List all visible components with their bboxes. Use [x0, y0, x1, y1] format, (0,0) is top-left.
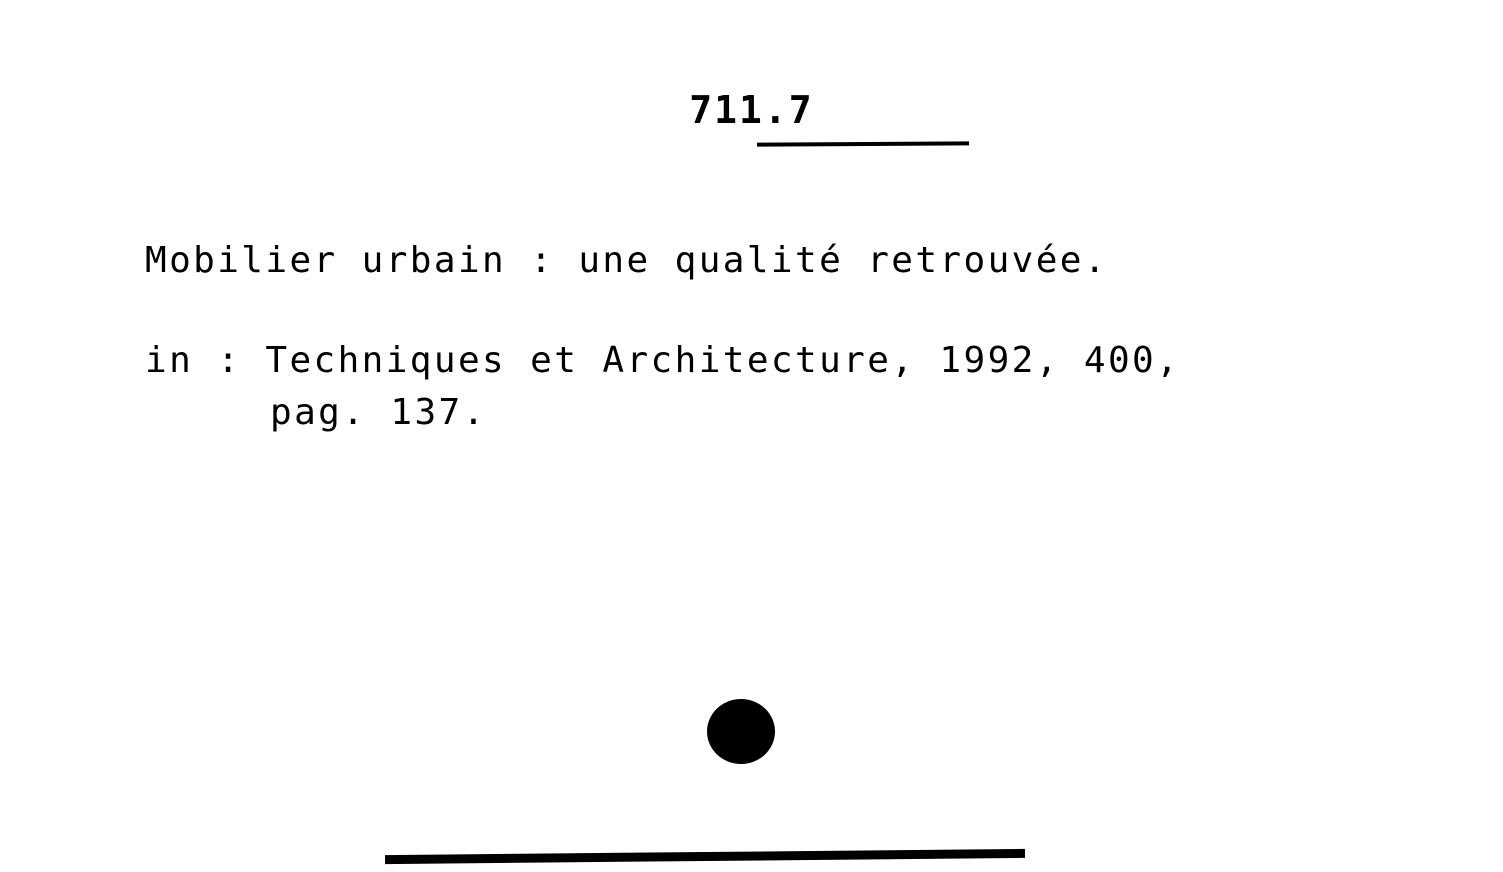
classmark [0, 88, 1503, 138]
record-source-line-2: pag. 137. [270, 392, 487, 433]
classmark-value: 711.7 [689, 88, 814, 132]
ink-dot-mark [707, 699, 775, 764]
classmark-underline-rule [757, 141, 969, 146]
bottom-rule-mark [385, 849, 1025, 864]
record-source-line-1: in : Techniques et Architecture, 1992, 400, [145, 340, 1181, 381]
record-title: Mobilier urbain : une qualité retrouvée. [145, 240, 1108, 281]
